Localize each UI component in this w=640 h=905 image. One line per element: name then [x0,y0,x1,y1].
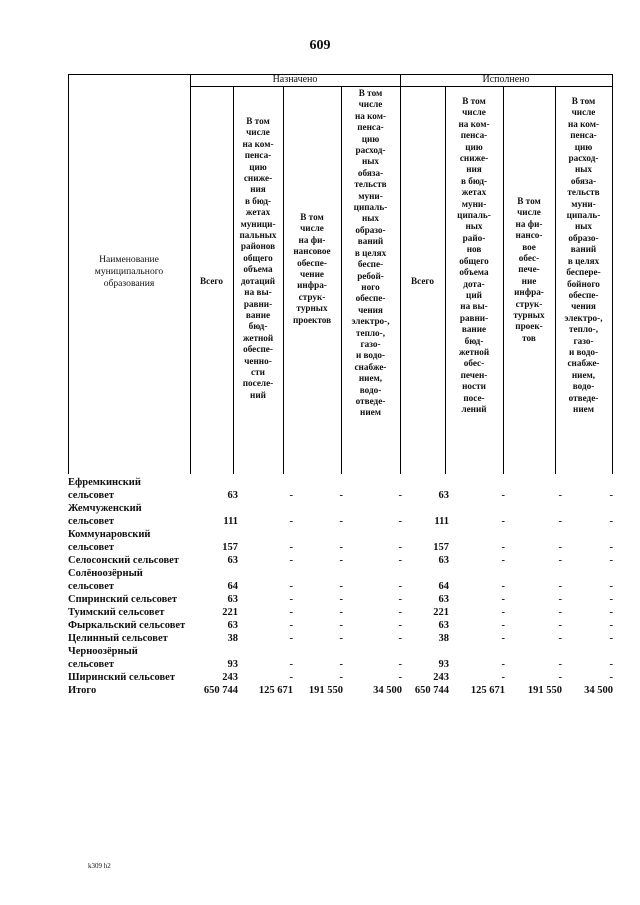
value-cell: 111 [223,516,238,527]
value-cell: - [501,516,505,527]
value-cell: - [558,555,562,566]
value-cell: 243 [222,672,238,683]
value-cell: - [289,581,293,592]
header-executed-infrastructure: В том числе на фи- нансо- вое обес- пече- ние инфра- струк- турных проек- тов [513,196,545,343]
value-cell: 157 [433,542,449,553]
value-cell: - [558,581,562,592]
value-cell: 63 [438,490,449,501]
value-cell: - [289,672,293,683]
value-cell: - [398,581,402,592]
value-cell: - [339,516,343,527]
value-cell: - [339,607,343,618]
value-cell: - [398,633,402,644]
value-cell: 63 [227,490,238,501]
value-cell: - [501,555,505,566]
value-cell: - [558,620,562,631]
header-executed-compensation: В том числе на ком- пенса- цию сниже- ния в бюд- жетах муни- ципаль- ных райо- нов общего объема дота- ций на вы- равни- вание бюд- жетной обес- печен- ности посе- лений [457,96,491,414]
value-cell: 63 [438,620,449,631]
municipality-name: Спиринский сельсовет [68,594,178,605]
value-cell: - [609,594,613,605]
value-cell: - [558,607,562,618]
municipality-name: Ширинский сельсовет [68,672,175,683]
value-cell: - [339,490,343,501]
value-cell: 63 [438,594,449,605]
group-assigned-label: Назначено [272,74,318,85]
value-cell: - [289,633,293,644]
municipality-name: Коммунаровский сельсовет [68,529,151,553]
header-assigned-total: Всего [200,276,223,286]
table-row [68,645,613,671]
group-executed-label: Исполнено [482,74,530,85]
municipality-name: Жемчуженский сельсовет [68,503,142,527]
value-cell: - [289,516,293,527]
value-cell: - [609,516,613,527]
header-assigned-compensation: В том числе на ком- пенса- цию сниже- ния в бюд- жетах муници- пальных районов общего объема дотаций на вы- равни- вание бюд- жетной обеспе- ченно- сти поселе- ний [239,116,277,400]
value-cell: - [289,620,293,631]
value-cell: 243 [433,672,449,683]
value-cell: 63 [438,555,449,566]
value-cell: - [609,659,613,670]
table-row [68,606,613,619]
value-cell: 650 744 [203,685,238,696]
value-cell: 221 [433,607,449,618]
value-cell: - [339,672,343,683]
table-row [68,554,613,567]
table-row [68,632,613,645]
value-cell: 111 [434,516,449,527]
value-cell: - [558,490,562,501]
value-cell: - [398,620,402,631]
col-divider-5 [400,74,401,474]
table-row [68,619,613,632]
page-number: 609 [309,38,331,53]
value-cell: - [339,542,343,553]
value-cell: 64 [227,581,238,592]
value-cell: 38 [227,633,238,644]
value-cell: - [558,542,562,553]
value-cell: - [339,633,343,644]
value-cell: - [558,659,562,670]
value-cell: - [609,633,613,644]
value-cell: - [501,581,505,592]
header-assigned-infrastructure: В том числе на фи- нансовое обеспе- чение инфра- струк- турных проектов [292,212,332,325]
value-cell: - [609,620,613,631]
value-cell: - [398,490,402,501]
value-cell: - [609,555,613,566]
value-cell: - [339,659,343,670]
group-divider [190,86,613,87]
value-cell: - [501,542,505,553]
value-cell: - [609,581,613,592]
value-cell: 64 [438,581,449,592]
municipality-name: Ефремкинский сельсовет [68,477,141,501]
value-cell: 125 671 [470,685,505,696]
value-cell: - [501,607,505,618]
value-cell: - [501,659,505,670]
footer-code: k309 h2 [88,862,111,870]
value-cell: - [289,490,293,501]
value-cell: 63 [227,594,238,605]
value-cell: - [558,672,562,683]
municipality-name: Солёноозёрный сельсовет [68,568,143,592]
value-cell: - [558,594,562,605]
value-cell: 93 [438,659,449,670]
value-cell: - [339,594,343,605]
value-cell: - [558,633,562,644]
table-row [68,476,613,502]
value-cell: - [398,659,402,670]
header-right-border [612,74,613,474]
value-cell: - [339,555,343,566]
table-row [68,593,613,606]
municipality-name: Туимский сельсовет [68,607,165,618]
value-cell: 221 [222,607,238,618]
value-cell: - [609,607,613,618]
value-cell: 157 [222,542,238,553]
header-name-column [68,254,190,290]
value-cell: - [289,659,293,670]
value-cell: - [289,542,293,553]
col-divider-1 [190,74,191,474]
value-cell: - [339,620,343,631]
value-cell: - [398,672,402,683]
value-cell: - [398,516,402,527]
value-cell: 93 [227,659,238,670]
value-cell: 34 500 [373,685,402,696]
value-cell: - [398,607,402,618]
table-row [68,684,613,697]
table-row [68,528,613,554]
value-cell: 191 550 [527,685,562,696]
value-cell: - [398,542,402,553]
value-cell: - [558,516,562,527]
value-cell: - [398,594,402,605]
value-cell: 191 550 [308,685,343,696]
municipality-name: Итого [68,685,97,696]
value-cell: - [289,607,293,618]
municipality-name: Фыркальский сельсовет [68,620,186,631]
value-cell: - [609,542,613,553]
value-cell: - [609,672,613,683]
value-cell: - [289,555,293,566]
header-assigned-utilities: В том числе на ком- пенса- цию расход- ных обяза- тельств муни- ципаль- ных образо- ваний в целях беспе- ребой- ного обеспе- чения электро-, тепло-, газо- и водо- снабже- нием, водо- отведе- нием [351,88,390,418]
value-cell: 650 744 [414,685,449,696]
value-cell: 34 500 [584,685,613,696]
value-cell: - [289,594,293,605]
value-cell: - [501,672,505,683]
table-row [68,671,613,684]
value-cell: - [501,490,505,501]
municipality-name: Целинный сельсовет [68,633,168,644]
value-cell: 125 671 [258,685,293,696]
value-cell: - [501,594,505,605]
header-executed-total: Всего [411,276,434,286]
header-executed-utilities: В том числе на ком- пенса- цию расход- ных обяза- тельств муни- ципаль- ных образо- ваний в целях беспере- бойного обеспе- чения электро-, тепло-, газо- и водо- снабже- нием, водо- отведе- нием [564,96,603,414]
value-cell: - [609,490,613,501]
header-name-label: Наименование муниципального образования [94,254,164,289]
value-cell: - [398,555,402,566]
table-row [68,567,613,593]
value-cell: - [501,620,505,631]
municipality-name: Селосонский сельсовет [68,555,179,566]
table-body [68,476,613,697]
value-cell: 38 [438,633,449,644]
value-cell: 63 [227,620,238,631]
value-cell: - [339,581,343,592]
value-cell: - [501,633,505,644]
municipality-name: Черноозёрный сельсовет [68,646,138,670]
value-cell: 63 [227,555,238,566]
table-row [68,502,613,528]
